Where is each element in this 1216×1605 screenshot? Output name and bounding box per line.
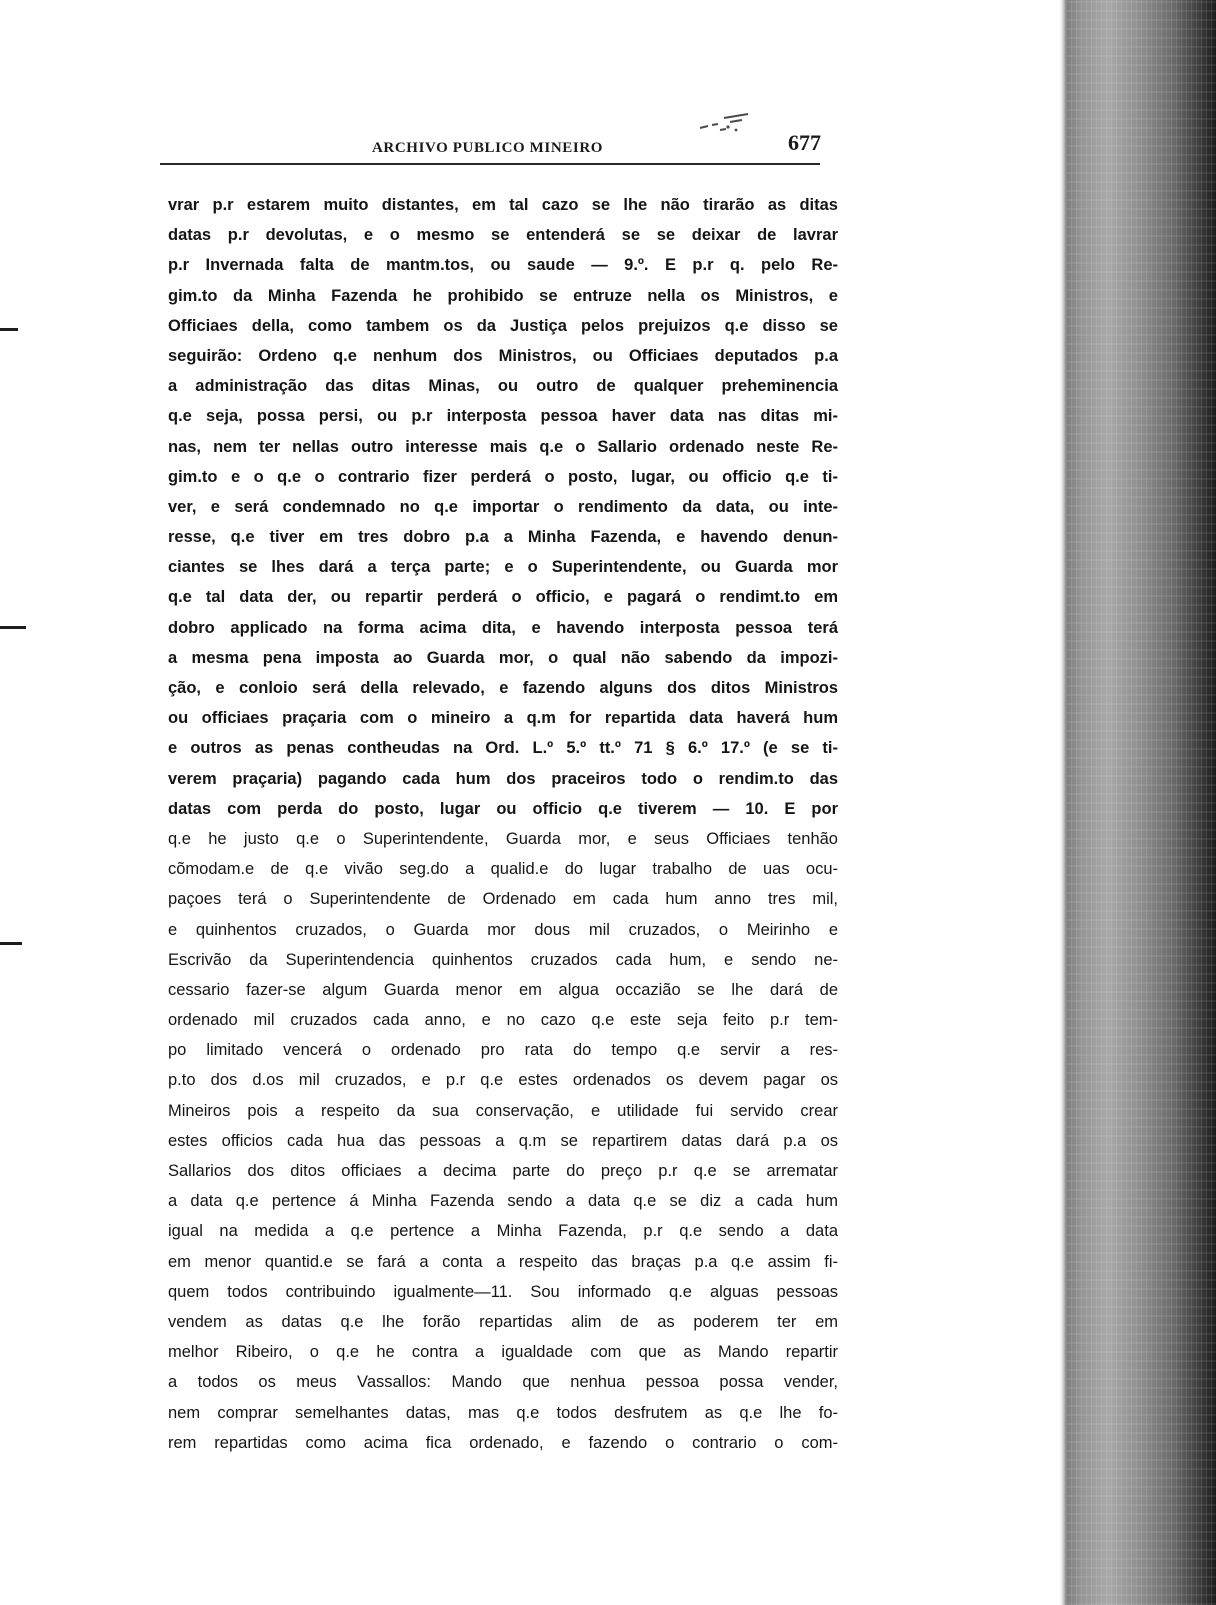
text-line: ver, e será condemnado no q.e importar o rendimento da data, ou inte- (168, 497, 838, 516)
text-line: resse, q.e tiver em tres dobro p.a a Minha Fazenda, e havendo denun- (168, 528, 838, 547)
text-line: vrar p.r estarem muito distantes, em tal cazo se lhe não tirarão as ditas (168, 196, 838, 214)
text-line: q.e seja, possa persi, ou p.r interposta pessoa haver data nas ditas mi- (168, 407, 838, 426)
text-line: cõmodam.e de q.e vivão seg.do a qualid.e do lugar trabalho de uas ocu- (168, 860, 838, 879)
text-line: igual na medida a q.e pertence a Minha Fazenda, p.r q.e sendo a data (168, 1222, 838, 1241)
text-line: datas p.r devolutas, e o mesmo se entenderá se se deixar de lavrar (168, 226, 838, 245)
text-line: dobro applicado na forma acima dita, e havendo interposta pessoa terá (168, 618, 838, 637)
text-line: estes officios cada hua das pessoas a q.m se repartirem datas dará p.a os (168, 1131, 838, 1150)
text-line: verem praçaria) pagando cada hum dos praceiros todo o rendim.to das (168, 769, 838, 788)
text-line: nem comprar semelhantes datas, mas q.e todos desfrutem as q.e lhe fo- (168, 1403, 838, 1422)
text-line: p.r Invernada falta de mantm.tos, ou saude — 9.º. E p.r q. pelo Re- (168, 256, 838, 275)
margin-mark (0, 626, 26, 629)
running-title: ARCHIVO PUBLICO MINEIRO (372, 140, 604, 156)
text-line: po limitado vencerá o ordenado pro rata do tempo q.e servir a res- (168, 1041, 838, 1060)
text-line: ordenado mil cruzados cada anno, e no cazo q.e este seja feito p.r tem- (168, 1011, 838, 1030)
text-line: paçoes terá o Superintendente de Ordenado em cada hum anno tres mil, (168, 890, 838, 909)
text-line: ou officiaes praçaria com o mineiro a q.m for repartida data haverá hum (168, 709, 838, 728)
ink-smudge-ornament (690, 106, 760, 140)
text-line: a data q.e pertence á Minha Fazenda sendo a data q.e se diz a cada hum (168, 1192, 838, 1211)
text-line: gim.to da Minha Fazenda he prohibido se entruze nella os Ministros, e (168, 286, 838, 305)
text-line: rem repartidas como acima fica ordenado, e fazendo o contrario o com- (168, 1433, 838, 1452)
text-line: Sallarios dos ditos officiaes a decima parte do preço p.r q.e se arrematar (168, 1162, 838, 1180)
margin-mark (0, 942, 22, 945)
text-line: quem todos contribuindo igualmente—11. Sou informado q.e alguas pessoas (168, 1282, 838, 1301)
text-line: nas, nem ter nellas outro interesse mais q.e o Sallario ordenado neste Re- (168, 437, 838, 456)
text-line: q.e tal data der, ou repartir perderá o officio, e pagará o rendimt.to em (168, 588, 838, 607)
book-binding-strip (1066, 0, 1216, 1605)
text-line: em menor quantid.e se fará a conta a respeito das braças p.a q.e assim fi- (168, 1252, 838, 1271)
text-line: e outros as penas contheudas na Ord. L.º 5.º tt.º 71 § 6.º 17.º (e se ti- (168, 739, 838, 758)
header-rule (160, 163, 820, 165)
text-line: ção, e conloio será della relevado, e fazendo alguns dos ditos Ministros (168, 679, 838, 697)
text-line: p.to dos d.os mil cruzados, e p.r q.e estes ordenados os devem pagar os (168, 1071, 838, 1090)
text-line: vendem as datas q.e lhe forão repartidas alim de as poderem ter em (168, 1312, 838, 1331)
text-line: cessario fazer-se algum Guarda menor em algua occazião se lhe dará de (168, 980, 838, 999)
text-line: q.e he justo q.e o Superintendente, Guarda mor, e seus Officiaes tenhão (168, 829, 838, 848)
margin-mark (0, 328, 18, 331)
text-line: Mineiros pois a respeito da sua conservação, e utilidade fui servido crear (168, 1101, 838, 1120)
text-line: melhor Ribeiro, o q.e he contra a igualdade com que as Mando repartir (168, 1343, 838, 1362)
text-line: datas com perda do posto, lugar ou officio q.e tiverem — 10. E por (168, 799, 838, 818)
text-line: gim.to e o q.e o contrario fizer perderá o posto, lugar, ou officio q.e ti- (168, 467, 838, 486)
text-line: a mesma pena imposta ao Guarda mor, o qual não sabendo da impozi- (168, 648, 838, 667)
text-line: a todos os meus Vassallos: Mando que nenhua pessoa possa vender, (168, 1373, 838, 1392)
text-line: ciantes se lhes dará a terça parte; e o Superintendente, ou Guarda mor (168, 558, 838, 577)
text-line: e quinhentos cruzados, o Guarda mor dous mil cruzados, o Meirinho e (168, 920, 838, 939)
text-line: Officiaes della, como tambem os da Justiça pelos prejuizos q.e disso se (168, 316, 838, 335)
page-number: 677 (788, 130, 821, 155)
text-line: a administração das ditas Minas, ou outro de qualquer preheminencia (168, 377, 838, 396)
body-text (168, 190, 838, 1458)
text-line: Escrivão da Superintendencia quinhentos cruzados cada hum, e sendo ne- (168, 950, 838, 969)
text-line: seguirão: Ordeno q.e nenhum dos Ministros, ou Officiaes deputados p.a (168, 346, 838, 365)
